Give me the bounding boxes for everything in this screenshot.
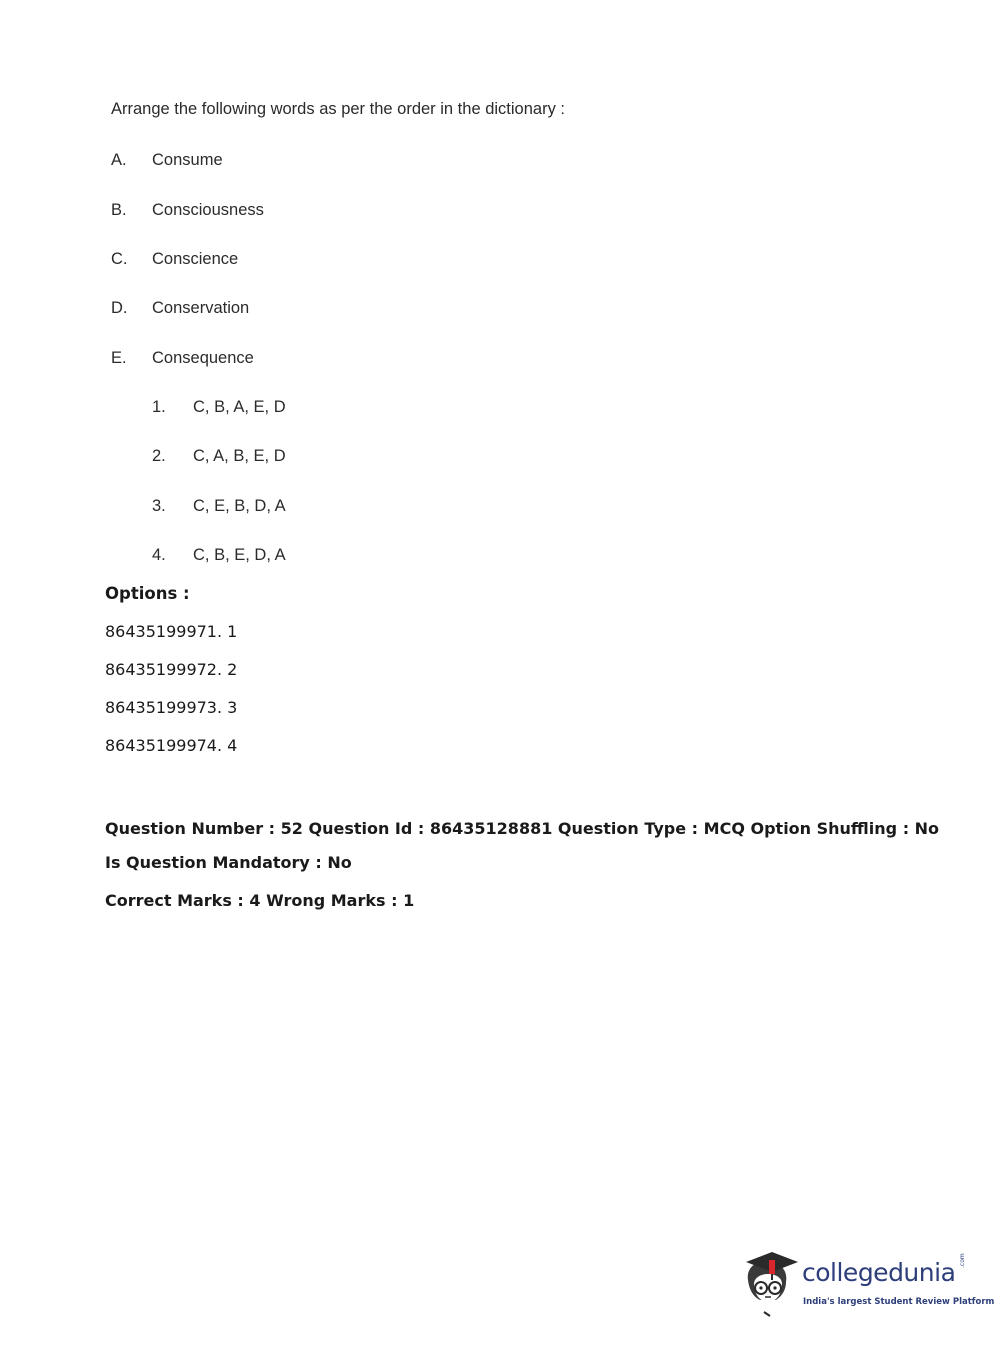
choice-3 [152,495,286,517]
question-marks-line: Correct Marks : 4 Wrong Marks : 1 [105,891,415,910]
statement-text: Consciousness [152,201,264,219]
choice-number: 4. [152,546,166,564]
choice-2 [152,445,286,467]
statement-letter: C. [111,250,128,268]
statement-a [111,149,223,171]
choice-number: 2. [152,447,166,465]
choice-text: C, E, B, D, A [193,497,286,515]
collegedunia-logo [742,1250,995,1322]
options-heading: Options : [105,584,190,603]
statement-c [111,248,238,270]
statement-letter: A. [111,151,127,169]
logo-domain-suffix: .com [959,1253,966,1268]
option-item-2: 86435199972. 2 [105,660,238,679]
logo-tagline: India's largest Student Review Platform [803,1297,995,1307]
question-meta-line: Question Number : 52 Question Id : 86435128881 Question Type : MCQ Option Shuffling : No [105,819,940,838]
choice-number: 1. [152,398,166,416]
statement-text: Conservation [152,299,250,317]
statement-d [111,297,249,319]
question-mandatory-line: Is Question Mandatory : No [105,853,352,872]
choice-number: 3. [152,497,166,515]
statement-b [111,199,264,221]
statement-text: Consequence [152,349,254,367]
choice-text: C, B, A, E, D [193,398,286,416]
statement-letter: B. [111,201,127,219]
option-item-3: 86435199973. 3 [105,698,238,717]
statement-text: Consume [152,151,223,169]
logo-wordmark: collegedunia [802,1258,956,1287]
statement-letter: D. [111,299,128,317]
choice-text: C, A, B, E, D [193,447,286,465]
choice-1 [152,396,286,418]
question-prompt: Arrange the following words as per the order in the dictionary : [111,100,565,118]
choice-4 [152,544,286,566]
student-mascot-icon [742,1250,800,1320]
choice-text: C, B, E, D, A [193,546,286,564]
statement-e [111,347,254,369]
statement-letter: E. [111,349,127,367]
option-item-4: 86435199974. 4 [105,736,238,755]
statement-text: Conscience [152,250,239,268]
option-item-1: 86435199971. 1 [105,622,238,641]
